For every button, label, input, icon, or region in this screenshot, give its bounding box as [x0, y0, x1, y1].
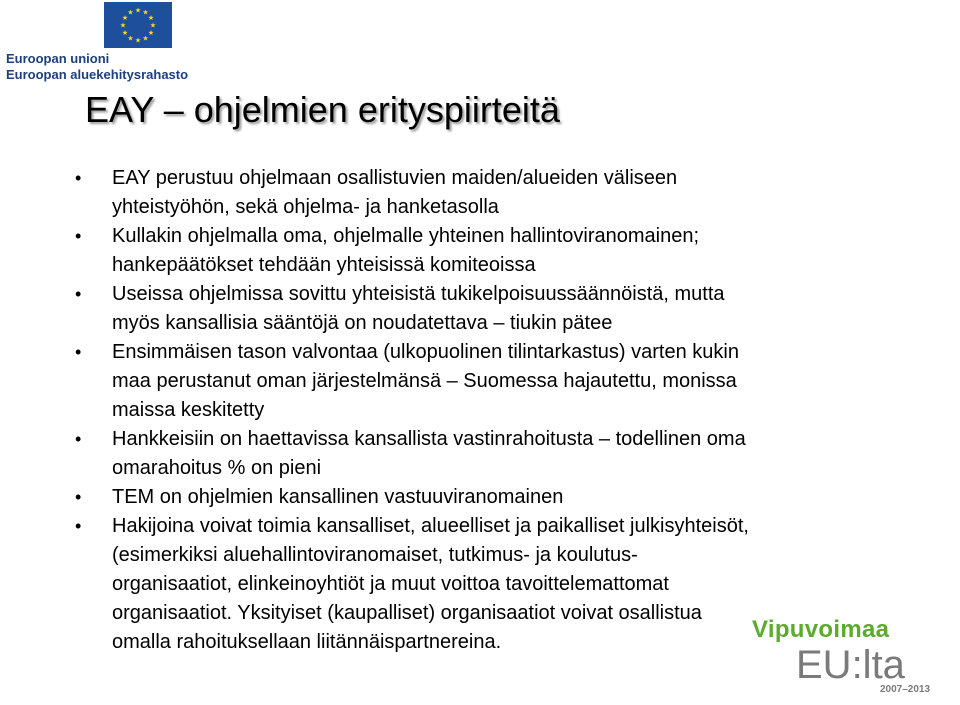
eu-star-icon: ★: [127, 9, 134, 17]
bullet-line: • Kullakin ohjelmalla oma, ohjelmalle yhteinen hallintoviranomainen;: [112, 225, 700, 247]
bullet-line: maissa keskitetty: [112, 399, 265, 421]
slide-title: EAY – ohjelmien erityspiirteitä: [85, 89, 560, 130]
bullet-item: [112, 338, 902, 425]
bullet-line: • Ensimmäisen tason valvontaa (ulkopuolinen tilintarkastus) varten kukin: [112, 341, 739, 363]
eu-star-icon: ★: [147, 30, 155, 37]
eu-star-icon: ★: [142, 9, 149, 17]
bullet-line: • EAY perustuu ohjelmaan osallistuvien maiden/alueiden väliseen: [112, 167, 678, 189]
bullet-item: [112, 280, 902, 338]
vipuvoimaa-eu-text: EU:lta: [796, 643, 905, 687]
eu-star-icon: ★: [134, 37, 142, 45]
eu-star-icon: ★: [149, 22, 157, 30]
eu-logo-name: Euroopan unioni: [6, 51, 110, 66]
bullet-line: yhteistyöhön, sekä ohjelma- ja hanketasolla: [112, 196, 499, 218]
bullet-line: hankepäätökset tehdään yhteisissä komiteoissa: [112, 254, 536, 276]
bullet-line: • Hakijoina voivat toimia kansalliset, alueelliset ja paikalliset julkisyhteisöt,: [112, 515, 749, 537]
bullet-line: (esimerkiksi aluehallintoviranomaiset, tutkimus- ja koulutus-: [112, 544, 638, 566]
bullet-line: • Hankkeisiin on haettavissa kansallista vastinrahoitusta – todellinen oma: [112, 428, 746, 450]
eu-logo: [0, 0, 189, 90]
bullet-line: • TEM on ohjelmien kansallinen vastuuviranomainen: [112, 486, 564, 508]
bullet-item: [112, 425, 902, 483]
bullet-line: omarahoitus % on pieni: [112, 457, 322, 479]
eu-star-icon: ★: [147, 15, 155, 22]
bullet-line: maa perustanut oman järjestelmänsä – Suomessa hajautettu, monissa: [112, 370, 737, 392]
eu-star-icon: ★: [134, 7, 142, 15]
bullet-line: organisaatiot. Yksityiset (kaupalliset) organisaatiot voivat osallistua: [112, 602, 702, 624]
vipuvoimaa-logo: [752, 612, 952, 702]
eu-star-icon: ★: [127, 35, 134, 43]
bullet-line: • Useissa ohjelmissa sovittu yhteisistä tukikelpoisuussäännöistä, mutta: [112, 283, 725, 305]
eu-star-icon: ★: [121, 30, 129, 37]
eu-star-icon: ★: [121, 15, 129, 22]
eu-star-icon: ★: [142, 35, 149, 43]
bullet-item: [112, 222, 902, 280]
vipuvoimaa-years: 2007–2013: [880, 684, 931, 695]
eu-flag-icon: [104, 2, 172, 48]
bullet-line: organisaatiot, elinkeinoyhtiöt ja muut voittoa tavoittelemattomat: [112, 573, 669, 595]
bullet-line: omalla rahoituksellaan liitännäispartnereina.: [112, 631, 502, 653]
vipuvoimaa-word: Vipuvoimaa: [752, 616, 890, 643]
eu-logo-fund: Euroopan aluekehitysrahasto: [6, 67, 189, 82]
bullet-item: [112, 483, 902, 512]
bullet-item: [112, 164, 902, 222]
eu-star-icon: ★: [119, 22, 127, 30]
bullet-list: [112, 164, 902, 657]
bullet-line: myös kansallisia sääntöjä on noudatettava – tiukin pätee: [112, 312, 613, 334]
